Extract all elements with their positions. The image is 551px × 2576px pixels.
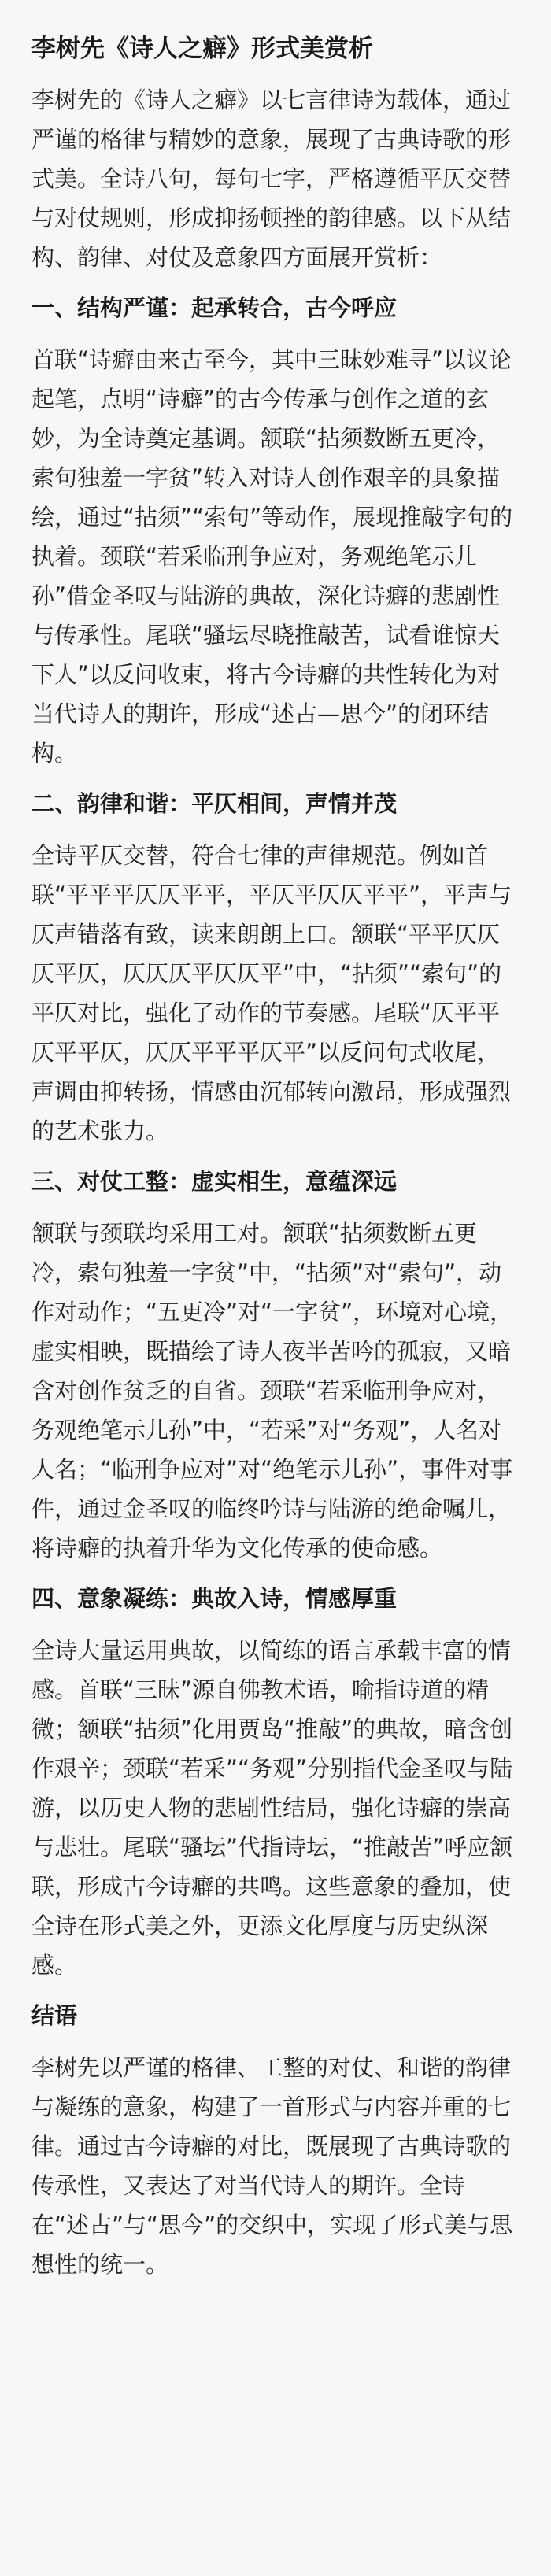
conclusion-heading: 结语	[31, 2002, 78, 2029]
section-paragraph: 全诗大量运用典故，以简练的语言承载丰富的情感。首联“三昧”源自佛教术语，喻指诗道的精微；颔联“拈须”化用贾岛“推敲”的典故，暗含创作艰辛；颈联“若采”“务观”分别指代金圣叹与陆游，以历史人物的悲剧性结局，强化诗癖的崇高与悲壮。尾联“骚坛”代指诗坛，“推敲苦”呼应颔联，形成古今诗癖的共鸣。这些意象的叠加，使全诗在形式美之外，更添文化厚度与历史纵深感。	[31, 1637, 513, 1979]
section-imagery	[31, 1580, 520, 1985]
section-paragraph: 全诗平仄交替，符合七律的声律规范。例如首联“平平平仄仄平平，平仄平仄仄平平”，平声与仄声错落有致，读来朗朗上口。颔联“平平仄仄仄平仄，仄仄仄平仄仄平”中，“拈须”“索句”的平仄对比，强化了动作的节奏感。尾联“仄平平仄平平仄，仄仄平平平仄平”以反问句式收尾，声调由抑转扬，情感由沉郁转向激昂，形成强烈的艺术张力。	[31, 842, 512, 1144]
section-heading: 二、韵律和谐：平仄相间，声情并茂	[31, 790, 398, 817]
section-paragraph: 首联“诗癖由来古至今，其中三昧妙难寻”以议论起笔，点明“诗癖”的古今传承与创作之道的玄妙，为全诗奠定基调。颔联“拈须数断五更冷，索句独羞一字贫”转入对诗人创作艰辛的具象描绘，通过“拈须”“索句”等动作，展现推敲字句的执着。颈联“若采临刑争应对，务观绝笔示儿孙”借金圣叹与陆游的典故，深化诗癖的悲剧性与传承性。尾联“骚坛尽晓推敲苦，试看谁惊天下人”以反问收束，将古今诗癖的共性转化为对当代诗人的期许，形成“述古—思今”的闭环结构。	[31, 346, 513, 767]
section-structure	[31, 290, 520, 773]
intro-paragraph: 李树先的《诗人之癖》以七言律诗为载体，通过严谨的格律与精妙的意象，展现了古典诗歌的形式美。全诗八句，每句七字，严格遵循平仄交替与对仗规则，形成抑扬顿挫的韵律感。以下从结构、韵律、对仗及意象四方面展开赏析：	[31, 87, 512, 271]
section-rhythm	[31, 785, 520, 1151]
section-parallelism	[31, 1163, 520, 1568]
conclusion-paragraph: 李树先以严谨的格律、工整的对仗、和谐的韵律与凝练的意象，构建了一首形式与内容并重的七律。通过古今诗癖的对比，既展现了古典诗歌的传承性，又表达了对当代诗人的期许。全诗在“述古”与“思今”的交织中，实现了形式美与思想性的统一。	[31, 2054, 513, 2278]
section-heading: 三、对仗工整：虚实相生，意蕴深远	[31, 1168, 398, 1195]
page-title: 李树先《诗人之癖》形式美赏析	[31, 35, 373, 63]
section-heading: 一、结构严谨：起承转合，古今呼应	[31, 294, 398, 321]
section-heading: 四、意象凝练：典故入诗，情感厚重	[31, 1585, 398, 1612]
section-paragraph: 颔联与颈联均采用工对。颔联“拈须数断五更冷，索句独羞一字贫”中，“拈须”对“索句”，动作对动作；“五更冷”对“一字贫”，环境对心境，虚实相映，既描绘了诗人夜半苦吟的孤寂，又暗含对创作贫乏的自省。颈联“若采临刑争应对，务观绝笔示儿孙”中，“若采”对“务观”，人名对人名；“临刑争应对”对“绝笔示儿孙”，事件对事件，通过金圣叹的临终吟诗与陆游的绝命嘱儿，将诗癖的执着升华为文化传承的使命感。	[31, 1220, 513, 1561]
conclusion-section	[31, 1998, 520, 2284]
